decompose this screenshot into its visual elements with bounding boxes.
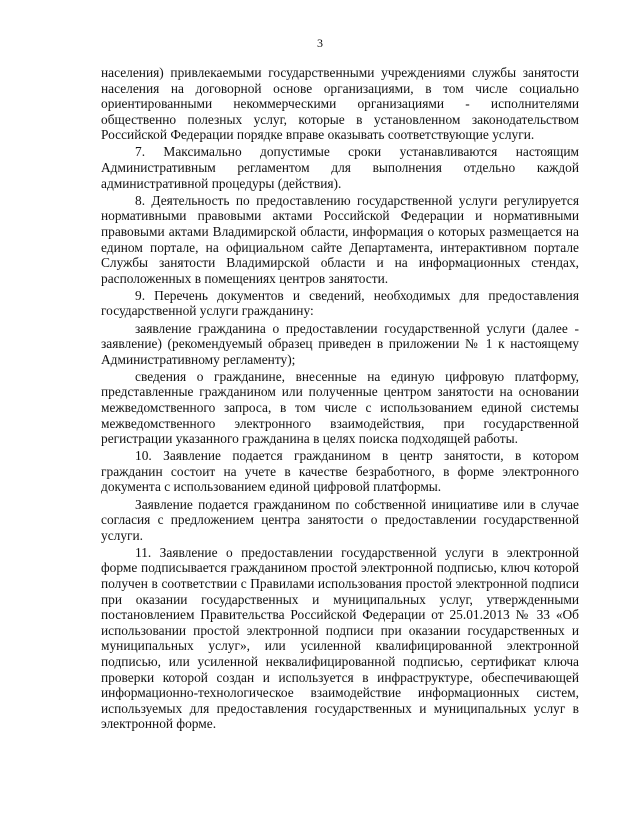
paragraph-8: 8. Деятельность по предоставлению государственной услуги регулируется нормативными правовыми актами Российской Федерации и нормативными правовыми актами Владимирской области, информация о которых размещается на едином портале, на официальном сайте Департамента, интерактивном портале Службы занятости Владимирской области и на информационных стендах, расположенных в помещениях центров занятости.	[101, 192, 579, 286]
paragraph-10: 10. Заявление подается гражданином в центр занятости, в котором гражданин состоит на учете в качестве безработного, в форме электронного документа с использованием единой цифровой платформы.	[101, 448, 579, 495]
paragraph-7: 7. Максимально допустимые сроки устанавливаются настоящим Административным регламентом для выполнения отдельно каждой административной процедуры (действия).	[101, 144, 579, 191]
paragraph-10-continued: Заявление подается гражданином по собственной инициативе или в случае согласия с предложением центра занятости о предоставлении государственной услуги.	[101, 496, 579, 543]
paragraph-11: 11. Заявление о предоставлении государственной услуги в электронной форме подписывается гражданином простой электронной подписью, ключ которой получен в соответствии с Правилами использования простой электронной подписи при оказании государственных и муниципальных услуг, утвержденными постановлением Правительства Российской Федерации от 25.01.2013 № 33 «Об использовании простой электронной подписи при оказании государственных и муниципальных услуг», или усиленной квалифицированной электронной подписью, или усиленной неквалифицированной подписью, сертификат ключа проверки которой создан и используется в инфраструктуре, обеспечивающей информационно-технологическое взаимодействие информационных систем, используемых для предоставления государственных и муниципальных услуг в электронной форме.	[101, 544, 579, 732]
paragraph-9-item-citizen-info: сведения о гражданине, внесенные на единую цифровую платформу, представленные гражданином или полученные центром занятости на основании межведомственного запроса, в том числе с использованием единой системы межведомственного электронного взаимодействия, при государственной регистрации указанного гражданина в целях поиска подходящей работы.	[101, 368, 579, 447]
page-number: 3	[317, 36, 323, 50]
paragraph-continuation: населения) привлекаемыми государственными учреждениями службы занятости населения на договорной основе организациями, в том числе социально ориентированными некоммерческими организациями - исполнителями общественно полезных услуг, которые в установленном законодательством Российской Федерации порядке вправе оказывать соответствующие услуги.	[101, 65, 579, 143]
paragraph-9-item-application: заявление гражданина о предоставлении государственной услуги (далее - заявление) (рекомендуемый образец приведен в приложении № 1 к настоящему Административному регламенту);	[101, 320, 579, 367]
paragraph-9: 9. Перечень документов и сведений, необходимых для предоставления государственной услуги гражданину:	[101, 287, 579, 319]
document-body	[101, 65, 579, 733]
